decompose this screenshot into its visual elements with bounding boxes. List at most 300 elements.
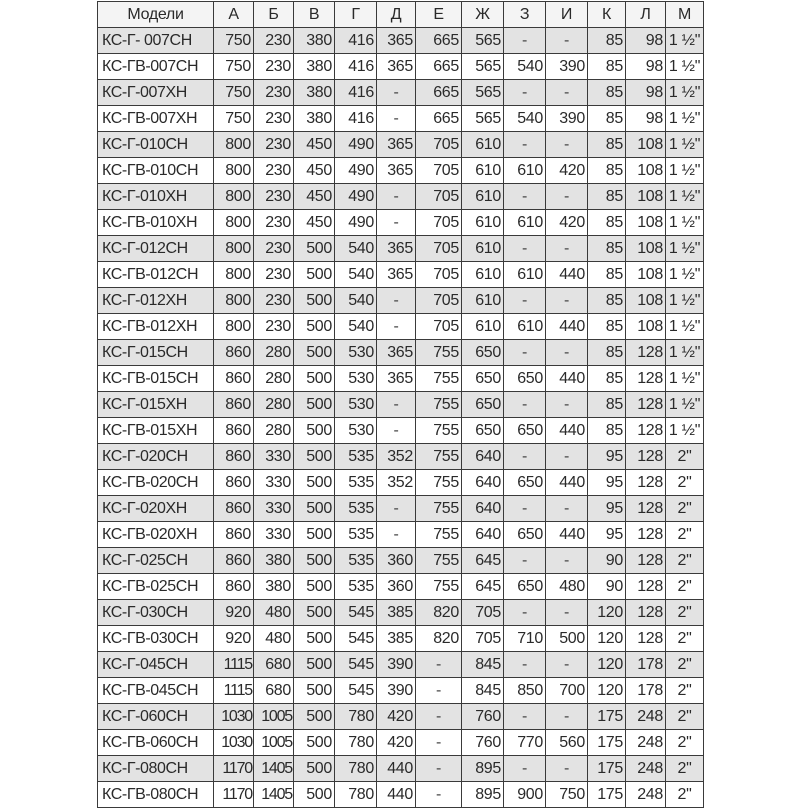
- dimension-cell: 610: [504, 314, 546, 340]
- table-row: [98, 678, 704, 704]
- dimension-cell: 610: [462, 314, 504, 340]
- dimension-cell: 480: [254, 600, 294, 626]
- empty-value-cell: -: [504, 80, 546, 106]
- dimension-cell: 390: [546, 106, 588, 132]
- model-name-cell: КС-ГВ-007СН: [98, 54, 214, 80]
- dimension-cell: 565: [462, 54, 504, 80]
- dimension-cell: 85: [588, 366, 626, 392]
- empty-value-cell: -: [377, 288, 416, 314]
- table-row: [98, 730, 704, 756]
- dimension-cell: 650: [462, 392, 504, 418]
- dimension-cell: 530: [335, 366, 377, 392]
- dimension-cell: 645: [462, 574, 504, 600]
- dimension-cell: 610: [462, 262, 504, 288]
- empty-value-cell: -: [377, 106, 416, 132]
- dimension-cell: 85: [588, 54, 626, 80]
- dimension-cell: 85: [588, 418, 626, 444]
- dimension-cell: 120: [588, 652, 626, 678]
- dimension-cell: 860: [214, 392, 254, 418]
- dimension-cell: 540: [335, 262, 377, 288]
- dimension-cell: 365: [377, 340, 416, 366]
- dimension-cell: 380: [294, 28, 335, 54]
- dimension-cell: 490: [335, 158, 377, 184]
- dimension-cell: 360: [377, 548, 416, 574]
- dimension-cell: 760: [462, 730, 504, 756]
- dimension-cell: 665: [416, 80, 462, 106]
- dimension-cell: 365: [377, 236, 416, 262]
- dimension-cell: 365: [377, 54, 416, 80]
- dimension-cell: 545: [335, 626, 377, 652]
- dimension-cell: 175: [588, 704, 626, 730]
- table-row: [98, 756, 704, 782]
- connection-size-cell: 1 ½": [666, 158, 704, 184]
- dimension-cell: 755: [416, 366, 462, 392]
- dimension-cell: 95: [588, 496, 626, 522]
- dimension-cell: 1030: [214, 704, 254, 730]
- dimension-cell: 90: [588, 548, 626, 574]
- table-row: [98, 470, 704, 496]
- model-name-cell: КС-Г-015СН: [98, 340, 214, 366]
- column-header: Д: [377, 2, 416, 28]
- dimension-cell: 640: [462, 522, 504, 548]
- dimension-cell: 800: [214, 158, 254, 184]
- dimension-cell: 610: [504, 158, 546, 184]
- connection-size-cell: 1 ½": [666, 236, 704, 262]
- dimension-cell: 440: [546, 522, 588, 548]
- dimension-cell: 380: [294, 106, 335, 132]
- empty-value-cell: -: [504, 496, 546, 522]
- table-row: [98, 626, 704, 652]
- column-header: Ж: [462, 2, 504, 28]
- table-body: [98, 28, 704, 808]
- table-row: [98, 522, 704, 548]
- dimension-cell: 610: [504, 262, 546, 288]
- empty-value-cell: -: [546, 184, 588, 210]
- dimension-cell: 128: [626, 470, 666, 496]
- column-header: В: [294, 2, 335, 28]
- dimension-cell: 440: [546, 314, 588, 340]
- dimension-cell: 440: [546, 470, 588, 496]
- dimension-cell: 390: [377, 652, 416, 678]
- empty-value-cell: -: [546, 444, 588, 470]
- dimension-cell: 710: [504, 626, 546, 652]
- model-name-cell: КС-ГВ-015ХН: [98, 418, 214, 444]
- model-name-cell: КС-ГВ-060СН: [98, 730, 214, 756]
- dimension-cell: 800: [214, 184, 254, 210]
- empty-value-cell: -: [504, 444, 546, 470]
- empty-value-cell: -: [546, 132, 588, 158]
- dimension-cell: 650: [504, 522, 546, 548]
- dimension-cell: 750: [214, 54, 254, 80]
- dimension-cell: 860: [214, 548, 254, 574]
- dimension-cell: 98: [626, 106, 666, 132]
- empty-value-cell: -: [377, 314, 416, 340]
- connection-size-cell: 2": [666, 444, 704, 470]
- dimension-cell: 1115: [214, 652, 254, 678]
- table-row: [98, 548, 704, 574]
- table-row: [98, 574, 704, 600]
- dimension-cell: 535: [335, 444, 377, 470]
- dimension-cell: 352: [377, 444, 416, 470]
- dimension-cell: 1405: [254, 782, 294, 808]
- dimension-cell: 128: [626, 548, 666, 574]
- model-name-cell: КС-Г-020СН: [98, 444, 214, 470]
- dimension-cell: 280: [254, 418, 294, 444]
- connection-size-cell: 1 ½": [666, 262, 704, 288]
- table-row: [98, 600, 704, 626]
- connection-size-cell: 1 ½": [666, 54, 704, 80]
- column-header: Е: [416, 2, 462, 28]
- dimension-cell: 610: [462, 210, 504, 236]
- dimension-cell: 750: [214, 80, 254, 106]
- dimension-cell: 705: [416, 158, 462, 184]
- dimension-cell: 500: [294, 470, 335, 496]
- dimension-cell: 755: [416, 496, 462, 522]
- model-name-cell: КС-ГВ-030СН: [98, 626, 214, 652]
- model-name-cell: КС-Г-012СН: [98, 236, 214, 262]
- dimension-cell: 895: [462, 782, 504, 808]
- dimension-cell: 500: [294, 340, 335, 366]
- dimension-cell: 108: [626, 236, 666, 262]
- dimension-cell: 85: [588, 158, 626, 184]
- connection-size-cell: 2": [666, 600, 704, 626]
- dimension-cell: 755: [416, 522, 462, 548]
- dimension-cell: 248: [626, 782, 666, 808]
- dimension-cell: 230: [254, 314, 294, 340]
- connection-size-cell: 1 ½": [666, 314, 704, 340]
- dimension-cell: 755: [416, 574, 462, 600]
- column-header: Л: [626, 2, 666, 28]
- model-name-cell: КС-ГВ-012СН: [98, 262, 214, 288]
- dimension-cell: 535: [335, 574, 377, 600]
- empty-value-cell: -: [504, 288, 546, 314]
- dimension-cell: 85: [588, 340, 626, 366]
- dimension-cell: 450: [294, 158, 335, 184]
- dimension-cell: 108: [626, 210, 666, 236]
- model-name-cell: КС-ГВ-010СН: [98, 158, 214, 184]
- dimension-cell: 450: [294, 184, 335, 210]
- dimension-cell: 650: [462, 366, 504, 392]
- model-name-cell: КС-Г-080СН: [98, 756, 214, 782]
- dimension-cell: 680: [254, 678, 294, 704]
- model-name-cell: КС-Г-060СН: [98, 704, 214, 730]
- table-row: [98, 366, 704, 392]
- dimension-cell: 820: [416, 600, 462, 626]
- dimension-cell: 500: [294, 236, 335, 262]
- dimension-cell: 705: [416, 262, 462, 288]
- dimension-cell: 755: [416, 548, 462, 574]
- dimension-cell: 380: [294, 54, 335, 80]
- table-row: [98, 132, 704, 158]
- dimension-cell: 500: [294, 314, 335, 340]
- model-name-cell: КС-Г-025СН: [98, 548, 214, 574]
- dimension-cell: 800: [214, 288, 254, 314]
- table-row: [98, 444, 704, 470]
- dimension-cell: 440: [546, 366, 588, 392]
- dimension-cell: 610: [462, 184, 504, 210]
- dimension-cell: 750: [214, 106, 254, 132]
- dimension-cell: 128: [626, 366, 666, 392]
- empty-value-cell: -: [546, 600, 588, 626]
- table-row: [98, 262, 704, 288]
- dimension-cell: 230: [254, 262, 294, 288]
- dimension-cell: 1005: [254, 704, 294, 730]
- dimension-cell: 500: [294, 704, 335, 730]
- dimension-cell: 440: [546, 262, 588, 288]
- dimension-cell: 755: [416, 418, 462, 444]
- dimension-cell: 490: [335, 184, 377, 210]
- empty-value-cell: -: [377, 522, 416, 548]
- dimension-cell: 108: [626, 314, 666, 340]
- dimension-cell: 230: [254, 288, 294, 314]
- dimension-cell: 385: [377, 626, 416, 652]
- empty-value-cell: -: [504, 652, 546, 678]
- dimension-cell: 128: [626, 418, 666, 444]
- dimension-cell: 230: [254, 184, 294, 210]
- table-row: [98, 28, 704, 54]
- model-name-cell: КС-ГВ-025СН: [98, 574, 214, 600]
- dimension-cell: 128: [626, 626, 666, 652]
- dimension-cell: 90: [588, 574, 626, 600]
- connection-size-cell: 1 ½": [666, 392, 704, 418]
- dimension-cell: 1115: [214, 678, 254, 704]
- column-header: И: [546, 2, 588, 28]
- empty-value-cell: -: [504, 340, 546, 366]
- dimension-cell: 98: [626, 80, 666, 106]
- empty-value-cell: -: [504, 28, 546, 54]
- dimension-cell: 560: [546, 730, 588, 756]
- connection-size-cell: 2": [666, 782, 704, 808]
- table-row: [98, 106, 704, 132]
- dimension-cell: 330: [254, 522, 294, 548]
- model-name-cell: КС-Г-010ХН: [98, 184, 214, 210]
- table-row: [98, 210, 704, 236]
- dimension-cell: 85: [588, 288, 626, 314]
- dimension-cell: 85: [588, 210, 626, 236]
- dimension-cell: 360: [377, 574, 416, 600]
- dimension-cell: 530: [335, 392, 377, 418]
- dimension-cell: 95: [588, 470, 626, 496]
- dimension-cell: 500: [294, 418, 335, 444]
- dimension-cell: 800: [214, 210, 254, 236]
- dimension-cell: 860: [214, 366, 254, 392]
- empty-value-cell: -: [377, 80, 416, 106]
- dimension-cell: 1170: [214, 756, 254, 782]
- dimension-cell: 416: [335, 54, 377, 80]
- model-name-cell: КС-Г-010СН: [98, 132, 214, 158]
- dimension-cell: 500: [294, 678, 335, 704]
- dimension-cell: 535: [335, 548, 377, 574]
- dimension-cell: 440: [377, 782, 416, 808]
- dimension-cell: 860: [214, 340, 254, 366]
- empty-value-cell: -: [377, 418, 416, 444]
- dimension-cell: 108: [626, 184, 666, 210]
- dimension-cell: 545: [335, 600, 377, 626]
- table-row: [98, 392, 704, 418]
- dimension-cell: 390: [546, 54, 588, 80]
- dimension-cell: 85: [588, 392, 626, 418]
- empty-value-cell: -: [504, 392, 546, 418]
- dimension-cell: 920: [214, 600, 254, 626]
- model-name-cell: КС-Г-020ХН: [98, 496, 214, 522]
- empty-value-cell: -: [546, 236, 588, 262]
- dimension-cell: 480: [254, 626, 294, 652]
- dimension-cell: 380: [294, 80, 335, 106]
- empty-value-cell: -: [504, 600, 546, 626]
- dimension-cell: 1170: [214, 782, 254, 808]
- dimension-cell: 845: [462, 652, 504, 678]
- dimension-cell: 650: [462, 340, 504, 366]
- dimension-cell: 530: [335, 418, 377, 444]
- dimension-cell: 230: [254, 28, 294, 54]
- connection-size-cell: 2": [666, 496, 704, 522]
- dimension-cell: 380: [254, 574, 294, 600]
- dimension-cell: 800: [214, 262, 254, 288]
- dimension-cell: 705: [416, 236, 462, 262]
- column-header: А: [214, 2, 254, 28]
- dimension-cell: 780: [335, 756, 377, 782]
- dimension-cell: 420: [377, 704, 416, 730]
- dimension-cell: 610: [504, 210, 546, 236]
- column-header: М: [666, 2, 704, 28]
- connection-size-cell: 1 ½": [666, 132, 704, 158]
- dimension-cell: 705: [416, 314, 462, 340]
- dimension-cell: 500: [294, 262, 335, 288]
- connection-size-cell: 1 ½": [666, 288, 704, 314]
- dimension-cell: 800: [214, 132, 254, 158]
- model-name-cell: КС-Г-045СН: [98, 652, 214, 678]
- empty-value-cell: -: [546, 496, 588, 522]
- dimension-cell: 330: [254, 470, 294, 496]
- connection-size-cell: 1 ½": [666, 80, 704, 106]
- dimension-cell: 645: [462, 548, 504, 574]
- dimension-cell: 540: [335, 314, 377, 340]
- column-header: Г: [335, 2, 377, 28]
- table-row: [98, 236, 704, 262]
- dimension-cell: 175: [588, 782, 626, 808]
- dimension-cell: 420: [377, 730, 416, 756]
- dimension-cell: 95: [588, 522, 626, 548]
- empty-value-cell: -: [416, 678, 462, 704]
- dimension-cell: 640: [462, 496, 504, 522]
- table-row: [98, 652, 704, 678]
- empty-value-cell: -: [504, 132, 546, 158]
- dimension-cell: 365: [377, 28, 416, 54]
- model-name-cell: КС-Г-030СН: [98, 600, 214, 626]
- dimension-cell: 128: [626, 522, 666, 548]
- model-name-cell: КС-Г-012ХН: [98, 288, 214, 314]
- dimension-cell: 500: [294, 288, 335, 314]
- dimension-cell: 352: [377, 470, 416, 496]
- dimension-cell: 365: [377, 158, 416, 184]
- dimension-cell: 175: [588, 730, 626, 756]
- dimension-cell: 545: [335, 652, 377, 678]
- dimension-cell: 1005: [254, 730, 294, 756]
- dimension-cell: 440: [377, 756, 416, 782]
- connection-size-cell: 2": [666, 756, 704, 782]
- dimension-cell: 650: [504, 366, 546, 392]
- dimension-cell: 540: [504, 106, 546, 132]
- dimension-cell: 750: [214, 28, 254, 54]
- dimension-cell: 500: [294, 392, 335, 418]
- table-row: [98, 418, 704, 444]
- dimension-cell: 108: [626, 262, 666, 288]
- connection-size-cell: 2": [666, 678, 704, 704]
- dimension-cell: 755: [416, 340, 462, 366]
- table-header: [98, 2, 704, 28]
- dimension-cell: 845: [462, 678, 504, 704]
- empty-value-cell: -: [504, 756, 546, 782]
- dimension-cell: 780: [335, 782, 377, 808]
- table-row: [98, 80, 704, 106]
- empty-value-cell: -: [504, 236, 546, 262]
- column-header: З: [504, 2, 546, 28]
- dimension-cell: 248: [626, 756, 666, 782]
- dimension-cell: 860: [214, 496, 254, 522]
- dimension-cell: 680: [254, 652, 294, 678]
- empty-value-cell: -: [504, 548, 546, 574]
- empty-value-cell: -: [504, 184, 546, 210]
- dimension-cell: 330: [254, 496, 294, 522]
- connection-size-cell: 1 ½": [666, 366, 704, 392]
- dimension-cell: 565: [462, 106, 504, 132]
- empty-value-cell: -: [546, 704, 588, 730]
- dimension-cell: 128: [626, 496, 666, 522]
- model-name-cell: КС-ГВ-012ХН: [98, 314, 214, 340]
- empty-value-cell: -: [416, 652, 462, 678]
- dimension-cell: 540: [504, 54, 546, 80]
- dimension-cell: 95: [588, 444, 626, 470]
- column-header-model: Модели: [98, 2, 214, 28]
- dimension-cell: 108: [626, 132, 666, 158]
- model-name-cell: КС-ГВ-020ХН: [98, 522, 214, 548]
- dimension-cell: 1405: [254, 756, 294, 782]
- dimension-cell: 535: [335, 470, 377, 496]
- dimension-cell: 230: [254, 106, 294, 132]
- dimension-cell: 420: [546, 158, 588, 184]
- connection-size-cell: 2": [666, 574, 704, 600]
- dimension-cell: 500: [294, 756, 335, 782]
- empty-value-cell: -: [546, 652, 588, 678]
- dimension-cell: 565: [462, 80, 504, 106]
- connection-size-cell: 2": [666, 522, 704, 548]
- dimension-cell: 610: [462, 236, 504, 262]
- table-row: [98, 158, 704, 184]
- dimension-cell: 128: [626, 600, 666, 626]
- dimension-cell: 385: [377, 600, 416, 626]
- table-row: [98, 496, 704, 522]
- connection-size-cell: 1 ½": [666, 106, 704, 132]
- dimension-cell: 450: [294, 132, 335, 158]
- dimension-cell: 128: [626, 444, 666, 470]
- dimension-cell: 540: [335, 288, 377, 314]
- model-name-cell: КС-Г-007ХН: [98, 80, 214, 106]
- table-row: [98, 184, 704, 210]
- dimension-cell: 800: [214, 314, 254, 340]
- dimension-cell: 175: [588, 756, 626, 782]
- dimension-cell: 895: [462, 756, 504, 782]
- dimension-cell: 120: [588, 678, 626, 704]
- dimension-cell: 230: [254, 132, 294, 158]
- empty-value-cell: -: [546, 80, 588, 106]
- dimension-cell: 535: [335, 496, 377, 522]
- dimension-cell: 780: [335, 730, 377, 756]
- dimension-cell: 640: [462, 444, 504, 470]
- dimension-cell: 755: [416, 444, 462, 470]
- connection-size-cell: 1 ½": [666, 28, 704, 54]
- dimension-cell: 500: [294, 366, 335, 392]
- empty-value-cell: -: [546, 288, 588, 314]
